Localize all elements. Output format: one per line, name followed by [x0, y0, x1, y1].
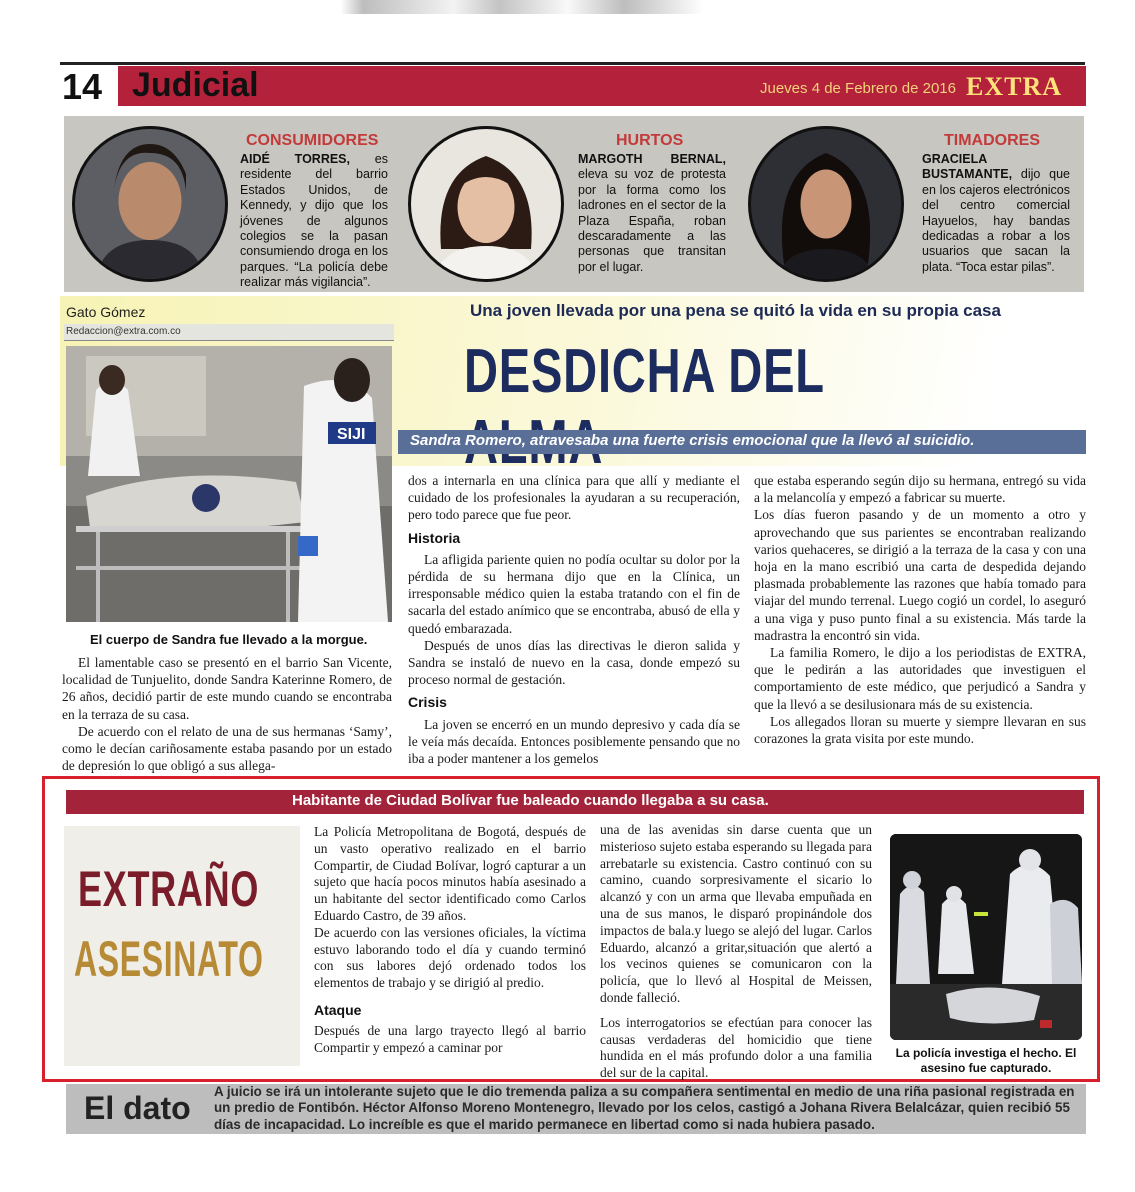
siji-badge: SIJI	[337, 426, 366, 443]
paragraph: De acuerdo con las versiones oficiales, la víctima estuvo laborando todo el día y cuando terminó con sus labores dejó ordenado todos los elementos de trabajo y se dirigió al predio.	[314, 924, 586, 991]
voice-quote: eleva su voz de protesta por la forma como los ladrones en el sector de la Plaza España, roban descaradamente a las personas que transitan por el lugar.	[578, 167, 726, 274]
second-headline-line-1: EXTRAÑO	[78, 861, 260, 917]
paragraph: Los allegados lloran su muerte y siempre llevaran en sus corazones la grata visita por este mundo.	[754, 713, 1086, 747]
second-story-title: Habitante de Ciudad Bolívar fue baleado cuando llegaba a su casa.	[292, 792, 769, 809]
article-kicker: Una joven llevada por una pena se quitó la vida en su propia casa	[470, 301, 1001, 320]
paragraph: Después de unos días las directivas le dieron salida y Sandra se instaló de nuevo en la casa, donde empezó su proceso normal de gestación.	[408, 637, 740, 688]
crime-scene-image	[890, 834, 1082, 1040]
paragraph: La familia Romero, le dijo a los periodistas de EXTRA, que le pedirán a las autoridades que investiguen el comportamiento de este médico, que perjudicó a Sandra y que la llevó a se desilusionara más de su existencia.	[754, 645, 1086, 712]
paragraph: Los días fueron pasando y de un momento a otro y aprovechando que sus parientes se encontraban realizando varios quehaceres, se dirigió a la terraza de la casa y con una hoja en la mano escribió una carta de despedida dejando plasmada probablemente las razones que había tomado para viajar del mundo terrenal. Luego cogió un cordel, lo aseguró a una viga y puso punto final a su existencia. Más tarde la madrastra la encontró sin vida.	[754, 507, 1086, 643]
scan-artifact	[0, 0, 1135, 14]
voice-text-graciela	[922, 152, 1070, 275]
paragraph: La afligida pariente quien no podía ocultar su dolor por la pérdida de su hermana dijo que en la Clínica, un irresponsable médico quien la estaba tratando con el fin de sacarla del estado anímico que se encontraba, abusó de ella y quedó embarazada.	[408, 551, 740, 636]
portrait-icon	[411, 129, 561, 279]
portrait-margoth-bernal	[408, 126, 564, 282]
paragraph: que estaba esperando según dijo su hermana, entregó su vida a la melancolía y empezó a fabricar su muerte.	[754, 473, 1086, 506]
second-column-1	[314, 824, 586, 1056]
author-email: Redaccion@extra.com.co	[66, 326, 181, 337]
article-column-2	[408, 472, 740, 767]
issue-date: Jueves 4 de Febrero de 2016	[760, 80, 956, 97]
crime-scene-caption: La policía investiga el hecho. El asesino fue capturado.	[895, 1046, 1077, 1075]
paragraph: El lamentable caso se presentó en el barrio San Vicente, localidad de Tunjuelito, donde Sandra Katerinne Romero, de 26 años, decidió partir de este mundo cuando se encontraba en la terraza de su casa.	[62, 655, 392, 722]
voice-text-aide	[240, 152, 388, 291]
category-consumidores: CONSUMIDORES	[246, 132, 379, 149]
portrait-aide-torres	[72, 126, 228, 282]
paragraph: La Policía Metropolitana de Bogotá, después de un vasto operativo realizado en el barrio Compartir, de Ciudad Bolívar, logró capturar a un sujeto que hacía pocos minutos había asesinado a un habitante del sector identificado como Carlos Eduardo Castro, de 39 años.	[314, 824, 586, 923]
morgue-scene-image	[66, 346, 392, 622]
subhead-ataque: Ataque	[314, 1001, 362, 1018]
header-rule	[60, 62, 1085, 65]
morgue-photo	[66, 346, 392, 622]
section-title: Judicial	[132, 66, 259, 104]
portrait-icon	[75, 129, 225, 279]
voice-name: MARGOTH BERNAL,	[578, 152, 726, 166]
paragraph: una de las avenidas sin darse cuenta que un misterioso sujeto estaba esperando su llegada para arrebatarle su existencia. Castro continuó con su camino, cuando sorpresivamente el sicario lo alcanzó y con un arma que llevaba empuñada en una de sus manos, le disparó propinándole dos impactos de bala.y luego se alejó del lugar. Carlos Eduardo, alcanzó a gritar,situación que alertó a los vecinos quienes se comunicaron con la policía, que lo llevó al Hospital de Meissen, donde falleció.	[600, 822, 872, 1005]
voice-text-margoth	[578, 152, 726, 275]
dato-label: El dato	[84, 1090, 191, 1126]
subhead-crisis: Crisis	[408, 694, 447, 711]
paragraph: De acuerdo con el relato de una de sus hermanas ‘Samy’, como le decían cariñosamente estaba pasando por un estado de depresión lo que obligó a sus allega-	[62, 723, 392, 774]
second-headline-line-2: ASESINATO	[74, 931, 264, 987]
voice-quote: es residente del barrio Estados Unidos, de Kennedy, y dijo que los jóvenes de algunos colegios se la pasan consumiendo droga en los parques. “La policía debe realizar más vigilancia”.	[240, 152, 388, 290]
crime-scene-photo	[890, 834, 1082, 1040]
article-subtitle: Sandra Romero, atravesaba una fuerte crisis emocional que la llevó al suicidio.	[410, 432, 975, 449]
paragraph: Los interrogatorios se efectúan para conocer las causas verdaderas del homicidio que tiene hundida en el más profundo dolor a una familia del sur de la capital.	[600, 1014, 872, 1081]
portrait-graciela-bustamante	[748, 126, 904, 282]
page-number: 14	[62, 66, 103, 107]
author-name: Gato Gómez	[66, 304, 146, 320]
brand-logo: EXTRA	[966, 72, 1063, 101]
paragraph: dos a internarla en una clínica para que allí y mediante el cuidado de los profesionales la ayudaran a su recuperación, pero todo parece que fue peor.	[408, 473, 740, 523]
subhead-historia: Historia	[408, 529, 461, 546]
category-hurtos: HURTOS	[616, 132, 684, 149]
voice-quote: dijo que en los cajeros electrónicos del centro comercial Hayuelos, hay bandas dedicadas a robar a los usuarios que sacan la plata. “Toca estar pilas”.	[922, 167, 1070, 274]
voice-name: AIDÉ TORRES,	[240, 152, 350, 166]
second-column-2	[600, 822, 872, 1082]
paragraph: Después de una largo trayecto llegó al barrio Compartir y empezó a caminar por	[314, 1022, 586, 1055]
article-headline: DESDICHA DEL	[464, 337, 824, 406]
paragraph: La joven se encerró en un mundo depresivo y cada día se le veía más decaída. Entonces posiblemente pensando que no iba a poder mantener a los gemelos	[408, 716, 740, 767]
portrait-icon	[751, 129, 901, 279]
article-column-1	[62, 654, 392, 774]
article-column-3	[754, 472, 1086, 747]
category-timadores: TIMADORES	[944, 132, 1040, 149]
dato-text: A juicio se irá un intolerante sujeto que le dio tremenda paliza a su compañera sentimental en medio de una riña pasional registrada en un predio de Fontibón. Héctor Alfonso Moreno Montenegro, llevado por los celos, castigó a Johana Rivera Belalcázar, quien recibió 55 días de incapacidad. Lo increíble es que el marido permanece en libertad como si nada hubiera pasado.	[214, 1084, 1075, 1132]
voice-name: GRACIELA BUSTAMANTE,	[922, 152, 1013, 182]
morgue-photo-caption: El cuerpo de Sandra fue llevado a la morgue.	[90, 632, 368, 647]
